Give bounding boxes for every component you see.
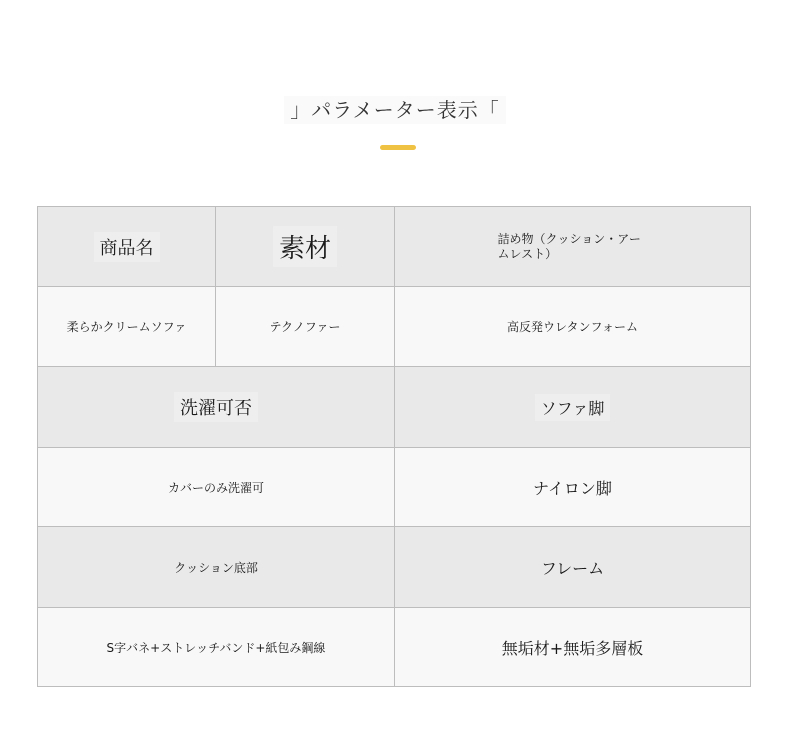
table-cell [395, 367, 750, 448]
table-cell [216, 287, 395, 367]
table-row [38, 207, 750, 287]
cell-value-filling: 高反発ウレタンフォーム [507, 320, 638, 334]
parameter-table [37, 206, 751, 687]
cell-label-washable: 洗濯可否 [174, 392, 258, 422]
table-cell [38, 448, 395, 527]
cell-value-frame: 無垢材+無垢多層板 [501, 638, 644, 658]
table-cell [38, 367, 395, 448]
cell-value-cushion-bottom: S字バネ+ストレッチバンド+紙包み鋼線 [106, 640, 326, 655]
cell-label-frame: フレーム [540, 558, 605, 578]
cell-label-product-name: 商品名 [94, 232, 160, 262]
cell-value-sofa-legs: ナイロン脚 [533, 478, 612, 498]
table-row [38, 367, 750, 448]
table-row [38, 608, 750, 686]
table-row [38, 527, 750, 608]
table-row [38, 448, 750, 527]
cell-value-washable: カバーのみ洗濯可 [167, 480, 264, 495]
page-title-text: 」パラメーター表示「 [284, 96, 505, 124]
table-cell [395, 207, 750, 287]
table-cell [395, 608, 750, 686]
table-cell [395, 448, 750, 527]
cell-value-material: テクノファー [269, 320, 341, 334]
table-cell [216, 207, 395, 287]
table-cell [395, 527, 750, 608]
cell-label-sofa-legs: ソファ脚 [535, 394, 611, 421]
page-title [0, 94, 790, 123]
cell-label-material: 素材 [273, 226, 337, 267]
table-cell [38, 608, 395, 686]
table-cell [38, 527, 395, 608]
table-cell [38, 207, 216, 287]
cell-label-cushion-bottom: クッション底部 [174, 560, 258, 575]
cell-value-product-name: 柔らかクリームソファ [66, 320, 187, 334]
cell-label-filling: 詰め物（クッション・アームレスト） [497, 231, 641, 261]
table-cell [395, 287, 750, 367]
title-underline [380, 145, 416, 150]
table-row [38, 287, 750, 367]
table-cell [38, 287, 216, 367]
